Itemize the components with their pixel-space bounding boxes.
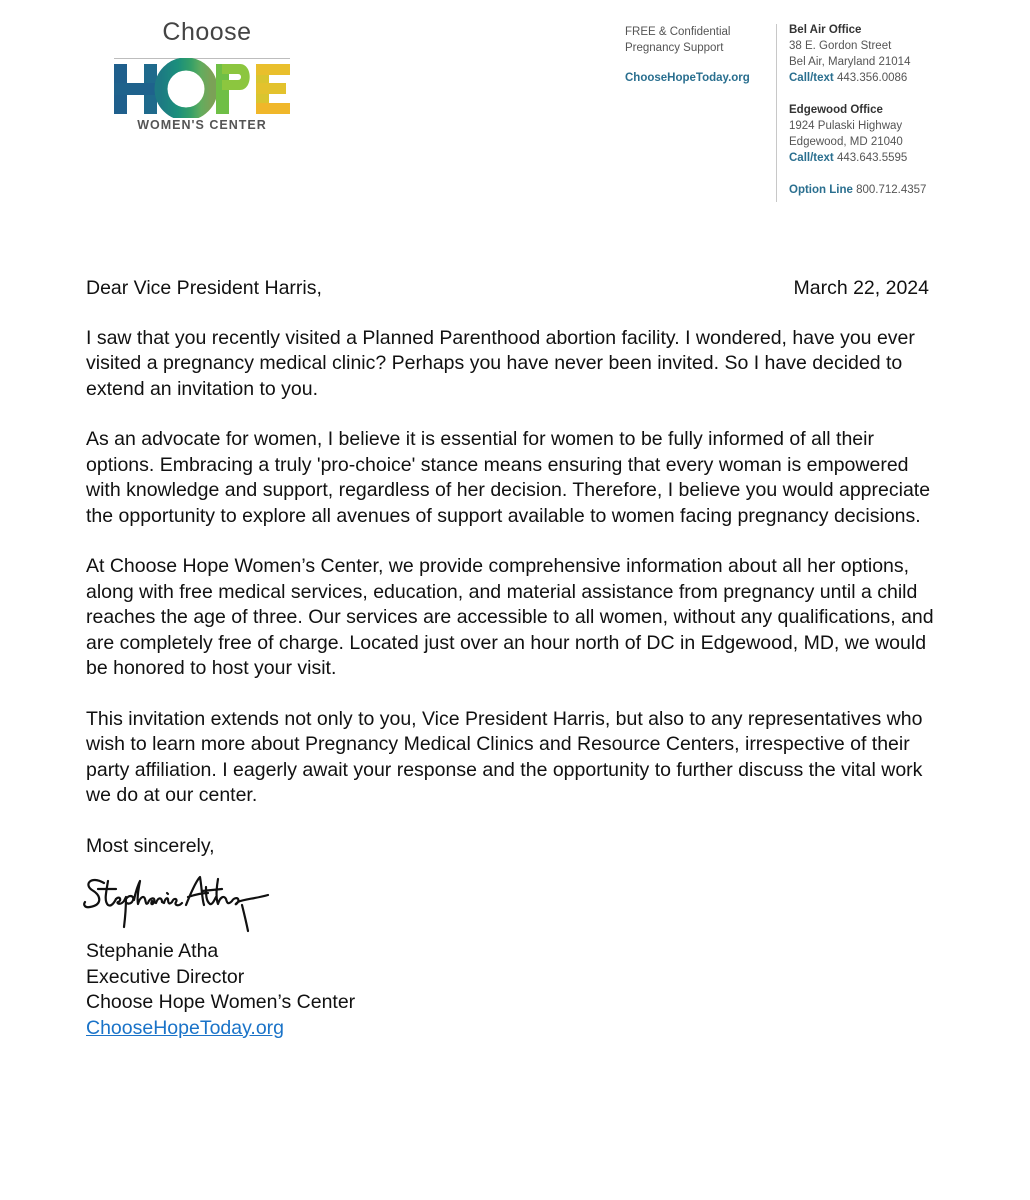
office-name: Edgewood Office: [789, 104, 883, 116]
handwritten-signature: [82, 869, 282, 939]
paragraph-3: At Choose Hope Women’s Center, we provide comprehensive information about all her options, along with free medical services, education, and material assistance from pregnancy until a child reaches the age of three. Our services are accessible to all women, without any qualifications, and are completely free of charge. Located just over an hour north of DC in Edgewood, MD, we would be honored to host your visit.: [86, 555, 934, 679]
option-line-label: Option Line: [789, 184, 853, 196]
office-edgewood: [789, 102, 926, 166]
office-phone[interactable]: 443.643.5595: [836, 152, 908, 164]
letterhead-divider: [776, 24, 777, 202]
signer-name: Stephanie Atha: [86, 940, 219, 962]
letter-body: [86, 276, 946, 1041]
phone-label: Call/text: [789, 72, 834, 84]
office-name: Bel Air Office: [789, 24, 862, 36]
office-city: Edgewood, MD 21040: [789, 136, 903, 148]
office-city: Bel Air, Maryland 21014: [789, 56, 911, 68]
salutation-row: [86, 276, 946, 302]
paragraph-1: I saw that you recently visited a Planned Parenthood abortion facility. I wondered, have you ever visited a pregnancy medical clinic? Perhaps you have never been invited. So I have decided to extend an invitation to you.: [86, 326, 915, 400]
signer-organization: Choose Hope Women’s Center: [86, 991, 356, 1013]
office-phone-row: [789, 150, 926, 166]
closing: Most sincerely,: [86, 834, 215, 857]
office-list: [789, 22, 926, 214]
option-line-row: [789, 182, 926, 198]
organization-logo: [112, 18, 292, 138]
signer-block: [86, 939, 946, 1041]
logo-hope-wordmark: [112, 58, 292, 126]
tagline: [625, 24, 730, 56]
letter-date: March 22, 2024: [793, 277, 929, 299]
paragraph-4: This invitation extends not only to you, Vice President Harris, but also to any representatives who wish to learn more about Pregnancy Medical Clinics and Resource Centers, irrespective of their party affiliation. I eagerly await your response and the opportunity to further discuss the vital work we do at our center.: [86, 707, 923, 806]
tagline-line-2: Pregnancy Support: [625, 42, 724, 54]
signer-website-link[interactable]: ChooseHopeToday.org: [86, 1016, 285, 1039]
office-street: 38 E. Gordon Street: [789, 40, 892, 52]
option-line-phone[interactable]: 800.712.4357: [856, 184, 927, 196]
salutation: Dear Vice President Harris,: [86, 277, 322, 299]
office-phone[interactable]: 443.356.0086: [836, 72, 908, 84]
signer-title: Executive Director: [86, 965, 245, 988]
logo-top-word: Choose: [162, 18, 252, 46]
office-phone-row: [789, 70, 926, 86]
logo-subtitle-wrap: [112, 118, 292, 132]
office-bel-air: [789, 22, 926, 86]
logo-subtitle: WOMEN'S CENTER: [133, 118, 270, 132]
office-street: 1924 Pulaski Highway: [789, 120, 903, 132]
letterhead-website-link[interactable]: ChooseHopeToday.org: [625, 72, 750, 84]
tagline-line-1: FREE & Confidential: [625, 26, 731, 38]
paragraph-2: As an advocate for women, I believe it is essential for women to be fully informed of all their options. Embracing a truly 'pro-choice' stance means ensuring that every woman is empowered with knowledge and support, regardless of her decision. Therefore, I believe you would appreciate the opportunity to explore all avenues of support available to women facing pregnancy decisions.: [86, 428, 931, 527]
option-line: [789, 182, 926, 198]
phone-label: Call/text: [789, 152, 834, 164]
